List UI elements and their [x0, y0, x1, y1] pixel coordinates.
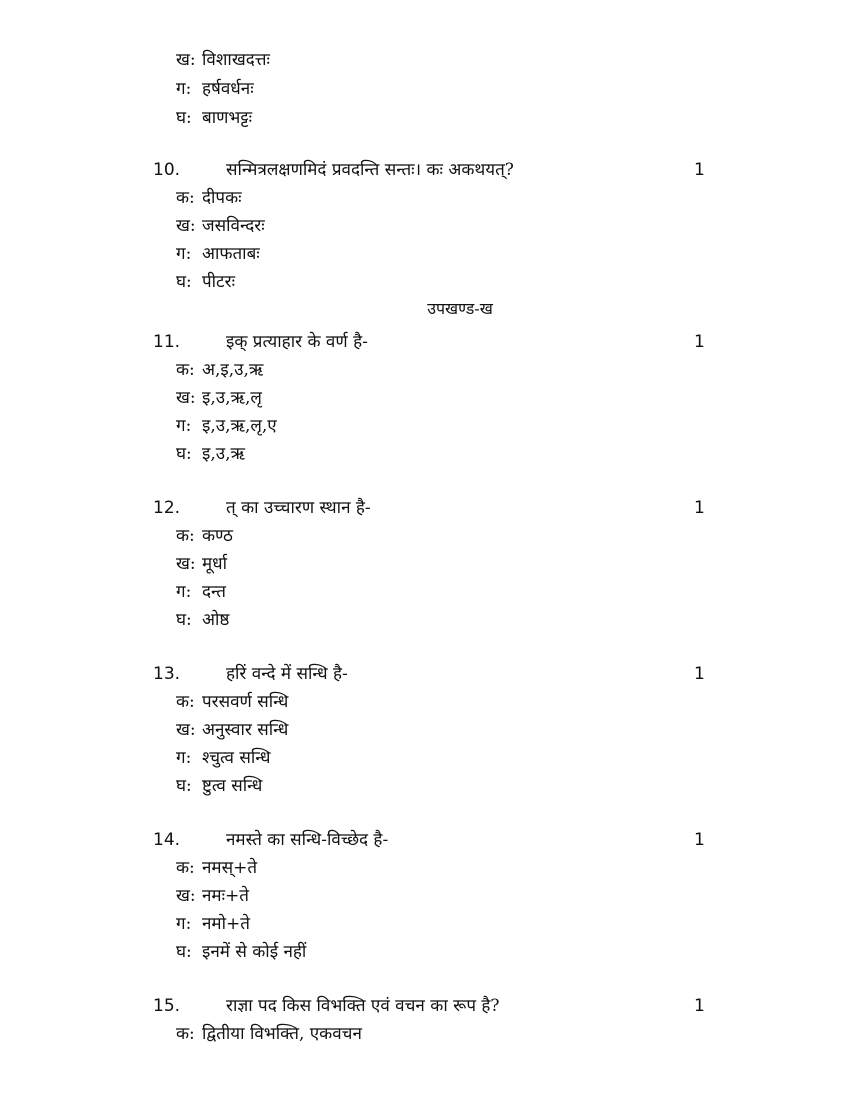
question-12-number: 12. [153, 498, 181, 518]
option-text: कण्ठ [202, 526, 233, 546]
question-12-option-gha [176, 607, 229, 633]
question-13-text: हरिं वन्दे में सन्धि है- [226, 664, 348, 684]
option-label: घ: [176, 444, 192, 464]
option-label: क: [176, 858, 195, 878]
question-13-option-gha [176, 773, 262, 799]
option-label: ग: [176, 582, 192, 602]
question-13-option-kha [176, 717, 288, 743]
question-15-marks: 1 [694, 996, 705, 1016]
option-label: ख: [176, 720, 196, 740]
prev-option-gha [176, 105, 252, 131]
question-12-option-ga [176, 579, 226, 605]
option-label: ग: [176, 914, 192, 934]
option-text: पीटरः [202, 272, 236, 292]
question-14-option-kha [176, 883, 249, 909]
option-text: नमः+ते [202, 886, 249, 906]
option-label: ख: [176, 216, 196, 236]
question-11-option-gha [176, 441, 245, 467]
option-text: हर्षवर्धनः [202, 79, 254, 99]
question-11-option-ka [176, 357, 263, 383]
question-15-text: राज्ञा पद किस विभक्ति एवं वचन का रूप है? [226, 996, 500, 1016]
option-label: क: [176, 188, 195, 208]
option-text: श्चुत्व सन्धि [202, 748, 271, 768]
option-text: अनुस्वार सन्धि [202, 720, 289, 740]
question-10-option-gha [176, 269, 235, 295]
option-text: अ,इ,उ,ऋ [202, 360, 264, 380]
option-label: ख: [176, 388, 196, 408]
section-heading: उपखण्ड-ख [427, 299, 493, 318]
question-14-marks: 1 [694, 830, 705, 850]
prev-option-ga [176, 76, 254, 102]
question-10-number: 10. [153, 160, 181, 180]
question-10-option-kha [176, 213, 265, 239]
question-14-option-ka [176, 855, 257, 881]
option-label: ग: [176, 748, 192, 768]
question-14-number: 14. [153, 830, 181, 850]
option-text: मूर्धा [202, 554, 228, 574]
option-text: बाणभट्टः [202, 108, 253, 128]
option-text: इ,उ,ऋ,लृ,ए [202, 416, 277, 436]
option-label: ग: [176, 79, 192, 99]
option-label: क: [176, 692, 195, 712]
prev-option-kha [176, 47, 270, 73]
question-11-marks: 1 [694, 332, 705, 352]
option-text: नमो+ते [202, 914, 250, 934]
question-10-text: सन्मित्रलक्षणमिदं प्रवदन्ति सन्तः। कः अकथयत्? [226, 160, 514, 180]
question-10-option-ka [176, 185, 242, 211]
question-14-text: नमस्ते का सन्धि-विच्छेद है- [226, 830, 389, 850]
question-14-option-ga [176, 911, 250, 937]
question-12-option-ka [176, 523, 233, 549]
option-text: दीपकः [202, 188, 242, 208]
question-15-option-ka [176, 1021, 362, 1047]
option-text: इनमें से कोई नहीं [202, 942, 307, 962]
question-12-option-kha [176, 551, 227, 577]
option-label: क: [176, 526, 195, 546]
option-label: घ: [176, 108, 192, 128]
option-text: दन्त [202, 582, 226, 602]
option-text: जसविन्दरः [202, 216, 265, 236]
option-label: घ: [176, 272, 192, 292]
option-label: घ: [176, 776, 192, 796]
option-text: इ,उ,ऋ,लृ [202, 388, 262, 408]
option-text: इ,उ,ऋ [202, 444, 245, 464]
question-13-option-ka [176, 689, 288, 715]
option-label: ख: [176, 50, 196, 70]
question-11-text: इक् प्रत्याहार के वर्ण है- [226, 332, 368, 352]
option-label: क: [176, 1024, 195, 1044]
option-text: विशाखदत्तः [202, 50, 270, 70]
option-label: घ: [176, 942, 192, 962]
option-label: क: [176, 360, 195, 380]
option-text: ष्टुत्व सन्धि [202, 776, 263, 796]
option-label: ख: [176, 554, 196, 574]
option-text: ओष्ठ [202, 610, 230, 630]
option-text: नमस्+ते [202, 858, 258, 878]
question-14-option-gha [176, 939, 306, 965]
option-text: आफताबः [202, 244, 260, 264]
question-10-marks: 1 [694, 160, 705, 180]
option-label: घ: [176, 610, 192, 630]
question-15-number: 15. [153, 996, 181, 1016]
question-12-text: त् का उच्चारण स्थान है- [226, 498, 371, 518]
question-11-option-ga [176, 413, 277, 439]
question-13-number: 13. [153, 664, 181, 684]
option-label: ग: [176, 244, 192, 264]
option-text: द्वितीया विभक्ति, एकवचन [202, 1024, 362, 1044]
question-11-number: 11. [153, 332, 181, 352]
question-10-option-ga [176, 241, 260, 267]
option-text: परसवर्ण सन्धि [202, 692, 289, 712]
question-12-marks: 1 [694, 498, 705, 518]
question-13-option-ga [176, 745, 270, 771]
option-label: ग: [176, 416, 192, 436]
question-11-option-kha [176, 385, 262, 411]
option-label: ख: [176, 886, 196, 906]
question-13-marks: 1 [694, 664, 705, 684]
